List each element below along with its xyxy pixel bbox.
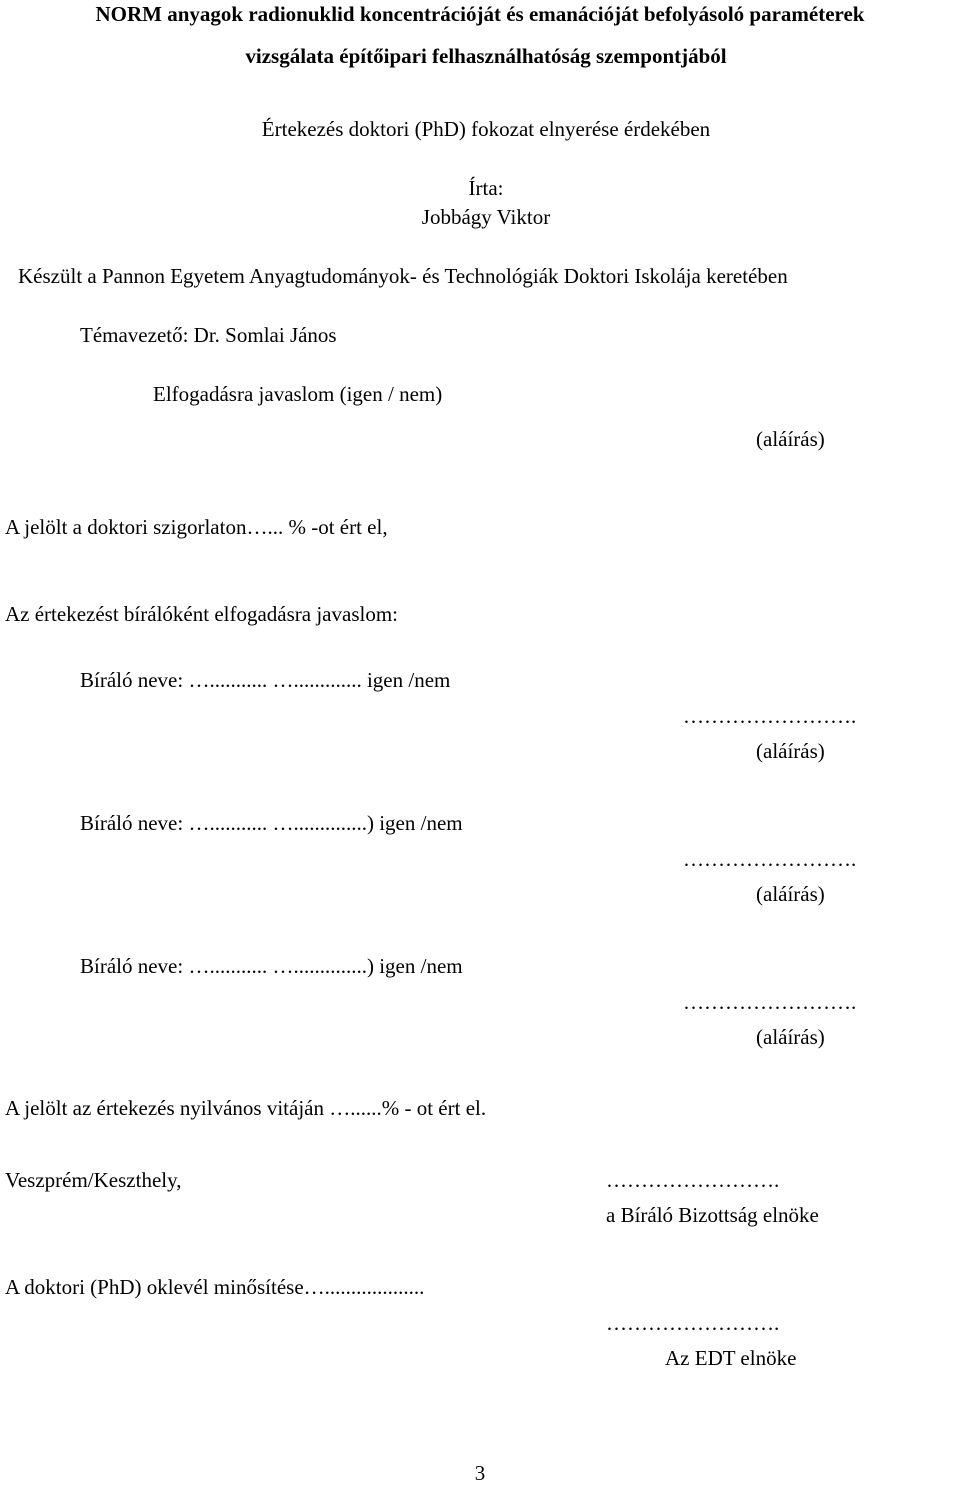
reviewer-line: Bíráló neve: …........... …............. igen /nem: [80, 668, 451, 692]
reviewers-intro: Az értekezést bírálóként elfogadásra javaslom:: [5, 602, 398, 626]
committee-signature-dots: …………………….: [606, 1168, 780, 1192]
edt-chair-label: Az EDT elnöke: [665, 1346, 797, 1370]
edt-signature-dots: …………………….: [606, 1311, 780, 1335]
place-line: Veszprém/Keszthely,: [5, 1168, 182, 1192]
signature-dots: …………………….: [683, 704, 857, 728]
supervisor-line: Témavezető: Dr. Somlai János: [80, 323, 337, 347]
title-line-1: NORM anyagok radionuklid koncentrációját és emanációját befolyásoló paraméterek: [95, 2, 865, 26]
signature-dots: …………………….: [683, 847, 857, 871]
defense-result-line: A jelölt az értekezés nyilvános vitáján …......% - ot ért el.: [5, 1096, 487, 1120]
reviewer-line: Bíráló neve: …........... …..............) igen /nem: [80, 954, 463, 978]
page-number: 3: [474, 1461, 486, 1485]
signature-label: (aláírás): [756, 739, 825, 763]
reviewer-line: Bíráló neve: …........... …..............) igen /nem: [80, 811, 463, 835]
author-name: Jobbágy Viktor: [421, 205, 551, 229]
signature-dots: …………………….: [683, 990, 857, 1014]
exam-result-line: A jelölt a doktori szigorlaton…... % -ot ért el,: [5, 515, 388, 539]
signature-label: (aláírás): [756, 882, 825, 906]
diploma-rating-line: A doktori (PhD) oklevél minősítése…...................: [5, 1275, 425, 1299]
acceptance-line: Elfogadásra javaslom (igen / nem): [153, 382, 443, 406]
author-label: Írta:: [468, 176, 504, 200]
purpose-line: Értekezés doktori (PhD) fokozat elnyerése érdekében: [261, 117, 711, 141]
committee-chair-label: a Bíráló Bizottság elnöke: [606, 1203, 819, 1227]
title-line-2: vizsgálata építőipari felhasználhatóság szempontjából: [245, 44, 727, 68]
institution-line: Készült a Pannon Egyetem Anyagtudományok- és Technológiák Doktori Iskolája keretében: [18, 264, 788, 288]
signature-label: (aláírás): [756, 1025, 825, 1049]
supervisor-signature-label: (aláírás): [756, 427, 825, 451]
